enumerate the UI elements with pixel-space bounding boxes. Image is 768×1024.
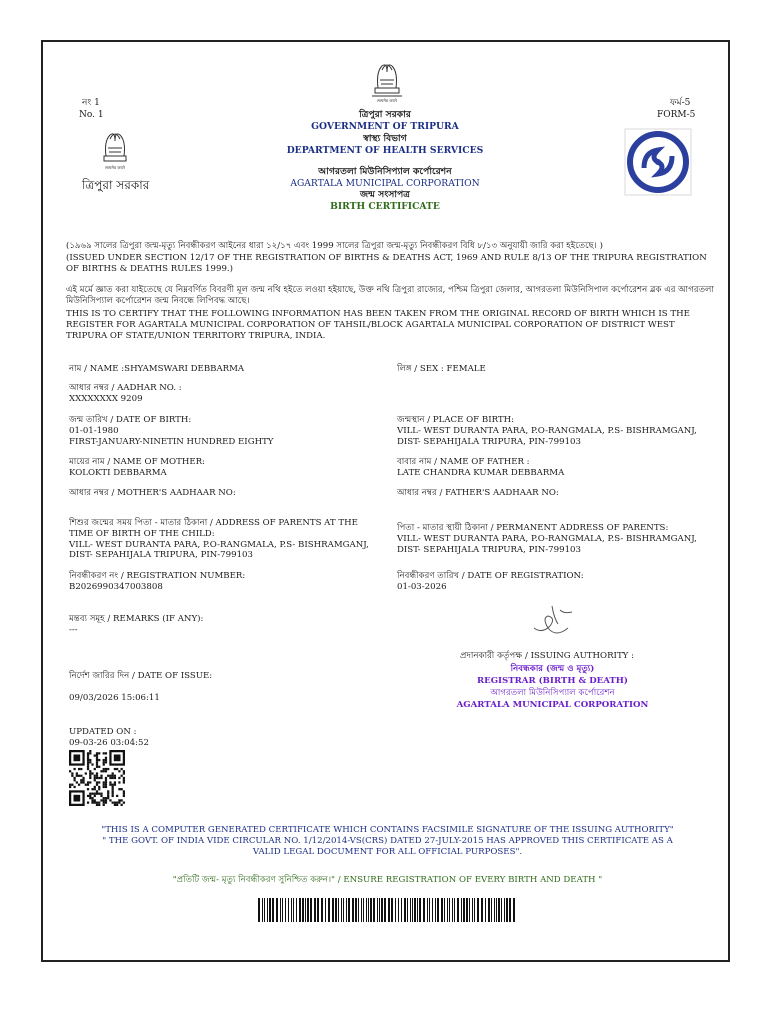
updated-label: UPDATED ON : <box>69 727 137 737</box>
permanent-address-value: VILL- WEST DURANTA PARA, P.O-RANGMALA, P.S- BISHRAMGANJ, DIST- SEPAHIJALA TRIPURA, PIN-799103 <box>397 533 700 555</box>
number-en: No. 1 <box>79 110 104 120</box>
government-title: GOVERNMENT OF TRIPURA <box>311 121 459 132</box>
place-of-birth-value: VILL- WEST DURANTA PARA, P.O-RANGMALA, P.S- BISHRAMGANJ, DIST- SEPAHIJALA TRIPURA, PIN-799103 <box>397 425 700 447</box>
remarks-value: --- <box>69 624 78 635</box>
health-dept-bn: স্বাস্থ্য বিভাগ <box>363 133 407 144</box>
registrar-bn: নিবন্ধকার (জন্ম ও মৃত্যু) <box>510 664 595 674</box>
place-of-birth-field <box>397 415 707 447</box>
authority-corporation-title: AGARTALA MUNICIPAL CORPORATION <box>456 700 649 710</box>
mother-label: মায়ের নাম / NAME OF MOTHER: <box>69 457 205 467</box>
issue-date-label: নির্দেশ জারির দিন / DATE OF ISSUE: <box>69 671 213 681</box>
dob-words: FIRST-JANUARY-NINETIN HUNDRED EIGHTY <box>69 436 274 447</box>
dob-label: জন্ম তারিখ / DATE OF BIRTH: <box>69 415 192 425</box>
form-bn: ফর্ম-5 <box>670 98 691 108</box>
corporation-bn: আগরতলা মিউনিসিপ্যাল কর্পোরেশন <box>318 166 452 177</box>
number-bn: নং 1 <box>82 98 100 108</box>
father-field <box>397 457 707 479</box>
corporation-title: AGARTALA MUNICIPAL CORPORATION <box>290 178 480 189</box>
sex-field: লিঙ্গ / SEX : FEMALE <box>397 364 486 374</box>
barcode <box>256 898 520 922</box>
svg-text:सत्यमेव जयते: सत्यमेव जयते <box>377 98 397 103</box>
certify-en: THIS IS TO CERTIFY THAT THE FOLLOWING INFORMATION HAS BEEN TAKEN FROM THE ORIGINAL RECORD OF BIRTH WHICH IS THE REGISTER FOR AGARTALA MUNICIPAL CORPORATION OF TAHSIL/BLOCK AGARTALA MUNICIPAL CORPORATION OF DISTRICT WEST TRIPURA OF STATE/UNION TERRITORY TRIPURA, INDIA. <box>66 309 690 341</box>
address-at-birth-field <box>69 518 379 561</box>
qr-code <box>69 750 125 806</box>
place-of-birth-label: জন্মস্থান / PLACE OF BIRTH: <box>397 415 515 425</box>
certificate-bn: জন্ম সংসাপত্র <box>359 189 411 200</box>
issuing-authority-label: প্রদানকারী কর্তৃপক্ষ / ISSUING AUTHORITY : <box>460 651 634 661</box>
remarks-label: মন্তব্য সমূহ / REMARKS (IF ANY): <box>69 614 204 624</box>
mother-value: KOLOKTI DEBBARMA <box>69 467 167 478</box>
form-en: FORM-5 <box>657 110 696 120</box>
authority-corporation-bn: আগরতলা মিউনিসিপ্যাল কর্পোরেশন <box>490 688 615 698</box>
registrar-title: REGISTRAR (BIRTH & DEATH) <box>477 676 628 686</box>
svg-text:सत्यमेव जयते: सत्यमेव जयते <box>105 165 125 170</box>
issue-date-value: 09/03/2026 15:06:11 <box>69 693 160 703</box>
health-dept-title: DEPARTMENT OF HEALTH SERVICES <box>286 145 484 156</box>
registration-number-label: নিবন্ধীকরণ নং / REGISTRATION NUMBER: <box>69 571 246 581</box>
issued-under-en: (ISSUED UNDER SECTION 12/17 OF THE REGISTRATION OF BIRTHS & DEATHS ACT, 1969 AND RULE 8/13 OF THE TRIPURA REGISTRATION OF BIRTHS & DEATHS RULES 1999.) <box>66 253 707 274</box>
municipal-corporation-logo <box>624 128 692 196</box>
dob-field <box>69 415 389 447</box>
emblem-caption: ত্রিপুরা সরকার <box>82 178 150 192</box>
facsimile-signature <box>528 598 578 640</box>
certificate-title: BIRTH CERTIFICATE <box>330 201 440 212</box>
updated-value: 09-03-26 03:04:52 <box>69 737 149 748</box>
national-emblem-icon <box>366 58 408 104</box>
father-label: বাবার নাম / NAME OF FATHER : <box>397 457 530 467</box>
issued-under-bn: (১৯৬৯ সালের ত্রিপুরা জন্ম-মৃত্যু নিবন্ধীকরণ আইনের ধারা ১২/১৭ এবং 1999 সালের ত্রিপুরা জন্ম-মৃত্যু নিবন্ধীকরণ বিধি ৮/১৩ অনুযায়ী জারি করা হইতেছে। ) <box>66 241 603 251</box>
dob-value: 01-01-1980 <box>69 425 119 436</box>
remarks-field <box>69 614 379 636</box>
address-at-birth-value: VILL- WEST DURANTA PARA, P.O-RANGMALA, P.S- BISHRAMGANJ, DIST- SEPAHIJALA TRIPURA, PIN-799103 <box>69 539 372 561</box>
updated-field <box>69 727 269 749</box>
registration-date-field <box>397 571 707 593</box>
registration-date-value: 01-03-2026 <box>397 581 447 592</box>
mother-field <box>69 457 379 479</box>
registration-date-label: নিবন্ধীকরণ তারিখ / DATE OF REGISTRATION: <box>397 571 584 581</box>
mother-aadhaar-field: আধার নম্বর / MOTHER'S AADHAAR NO: <box>69 488 236 498</box>
registration-slogan: "প্রতিটি জন্ম- মৃত্যু নিবন্ধীকরণ সুনিশ্চিত করুন।" / ENSURE REGISTRATION OF EVERY BIRTH AND DEATH " <box>172 875 603 885</box>
tripura-emblem-icon <box>97 128 133 172</box>
aadhar-value: XXXXXXXX 9209 <box>69 393 143 404</box>
permanent-address-field <box>397 523 707 555</box>
permanent-address-label: পিতা - মাতার স্থায়ী ঠিকানা / PERMANENT ADDRESS OF PARENTS: <box>397 523 669 533</box>
computer-generated-note: "THIS IS A COMPUTER GENERATED CERTIFICATE WHICH CONTAINS FACSIMILE SIGNATURE OF THE ISSUING AUTHORITY" " THE GOVT. OF INDIA VIDE CIRCULAR NO. 1/12/2014-VS(CRS) DATED 27-JULY-2015 HAS APPROVED THIS CERTIFICATE AS A VALID LEGAL DOCUMENT FOR ALL OFFICIAL PURPOSES". <box>101 825 674 857</box>
state-name-bn: ত্রিপুরা সরকার <box>359 109 411 120</box>
certify-bn: এই মর্মে জ্ঞাত করা যাইতেছে যে নিম্নবর্ণিত বিবরণী মূল জন্ম নথি হইতে লওয়া হইয়াছে, উক্ত নথি ত্রিপুরা রাজ্যের, পশ্চিম ত্রিপুরা জেলার, আগরতলা মিউনিসিপাল কর্পোরেশন ব্লক এর আগরতলা মিউনিসিপ্যাল কর্পোরেশন জন্ম নিবন্ধে লিপিবদ্ধ আছে। <box>66 285 714 306</box>
father-value: LATE CHANDRA KUMAR DEBBARMA <box>397 467 565 478</box>
father-aadhaar-field: আধার নম্বর / FATHER'S AADHAAR NO: <box>397 488 559 498</box>
registration-number-value: B2026990347003808 <box>69 581 163 592</box>
aadhar-label: আধার নম্বর / AADHAR NO. : <box>69 383 182 393</box>
aadhar-field <box>69 383 379 405</box>
registration-number-field <box>69 571 379 593</box>
address-at-birth-label: শিশুর জন্মের সময় পিতা - মাতার ঠিকানা / ADDRESS OF PARENTS AT THE TIME OF BIRTH OF THE CHILD: <box>69 518 361 539</box>
name-field: নাম / NAME :SHYAMSWARI DEBBARMA <box>69 364 245 374</box>
